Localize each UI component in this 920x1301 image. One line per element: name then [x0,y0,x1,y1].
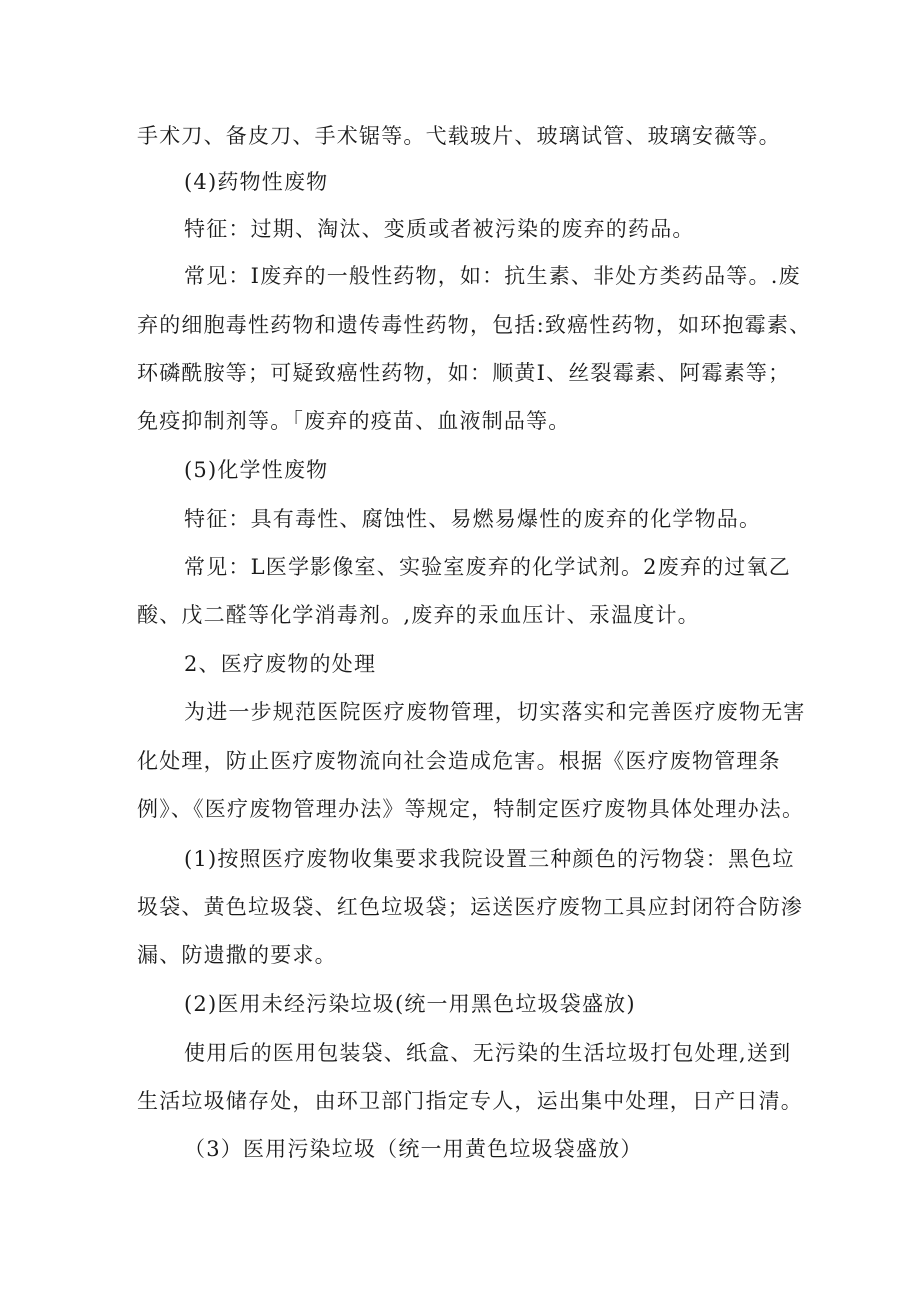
text-line: 化处理，防止医疗废物流向社会造成危害。根据《医疗废物管理条 [137,749,781,773]
text-line: 圾袋、黄色垃圾袋、红色垃圾袋；运送医疗废物工具应封闭符合防渗 [137,895,803,919]
section-heading: (4)药物性废物 [184,170,329,194]
text-line: 使用后的医用包装袋、纸盒、无污染的生活垃圾打包处理,送到 [184,1041,792,1065]
text-line: 免疫抑制剂等。「废弃的疫苗、血液制品等。 [137,409,571,433]
section-heading: （3）医用污染垃圾（统一用黄色垃圾袋盛放） [184,1137,643,1161]
text-line: 环磷酰胺等；可疑致癌性药物，如：顺黄I、丝裂霉素、阿霉素等； [137,361,791,385]
text-line: 为进一步规范医院医疗废物管理，切实落实和完善医疗废物无害 [184,700,806,724]
text-line: 生活垃圾储存处，由环卫部门指定专人，运出集中处理，日产日清。 [137,1089,803,1113]
text-line: 例》、《医疗废物管理办法》等规定，特制定医疗废物具体处理办法。 [137,797,805,821]
text-line: 特征：具有毒性、腐蚀性、易燃易爆性的废弃的化学物品。 [184,507,762,531]
text-line: (1)按照医疗废物收集要求我院设置三种颜色的污物袋：黑色垃 [184,847,795,871]
text-line: 常见：L医学影像室、实验室废弃的化学试剂。2废弃的过氧乙 [184,555,791,579]
text-line: 弃的细胞毒性药物和遗传毒性药物，包括:致癌性药物，如环抱霉素、 [137,313,812,337]
section-heading: (5)化学性废物 [184,458,329,482]
text-line: 酸、戊二醛等化学消毒剂。,废弃的汞血压计、汞温度计。 [137,603,700,627]
section-heading: (2)医用未经污染垃圾(统一用黑色垃圾袋盛放) [184,992,636,1016]
text-line: 手术刀、备皮刀、手术锯等。弋载玻片、玻璃试管、玻璃安薇等。 [137,124,781,148]
text-line: 漏、防遗撒的要求。 [137,943,337,967]
text-line: 常见：I废弃的一般性药物，如：抗生素、非处方类药品等。.废 [184,264,801,288]
text-line: 特征：过期、淘汰、变质或者被污染的废弃的药品。 [184,217,695,241]
section-heading: 2、医疗废物的处理 [184,652,377,676]
